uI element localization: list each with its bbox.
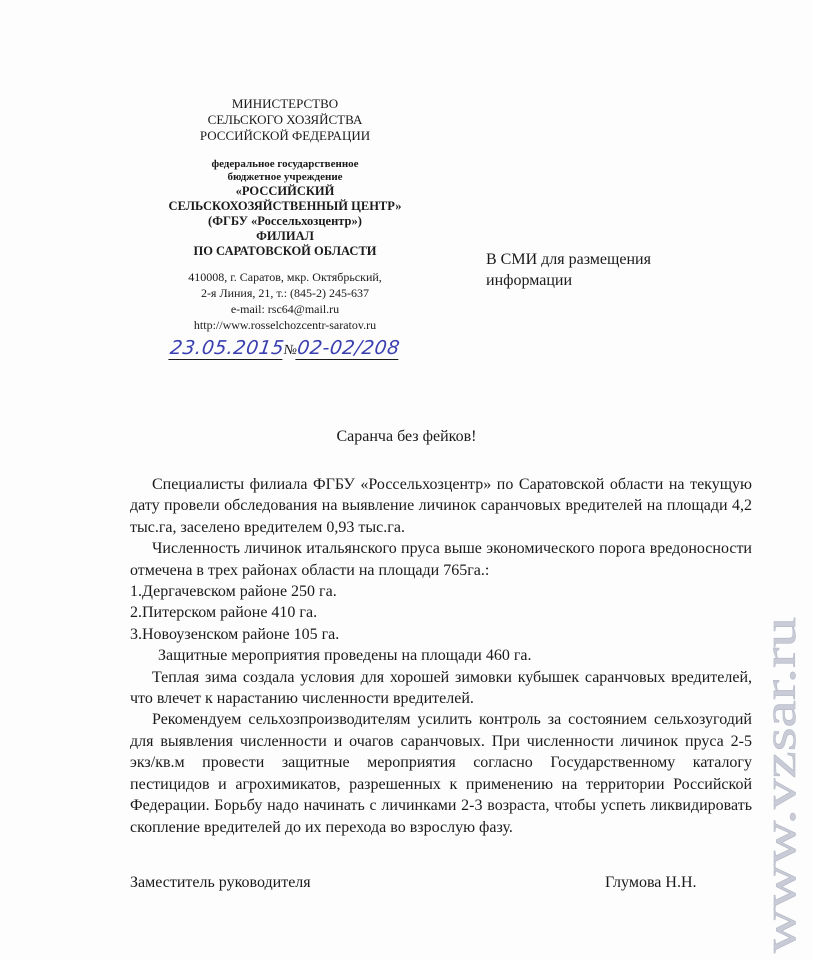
ministry-line: РОССИЙСКОЙ ФЕДЕРАЦИИ (199, 128, 371, 143)
org-line: федеральное государственное (211, 158, 359, 170)
paragraph: Специалисты филиала ФГБУ «Россельхозцентр» по Саратовской области на текущую дату провели обследования на выявление личинок саранчовых вредителей на площади 4,2 тыс.га, заселено вредителем 0,93 тыс.га. (130, 476, 752, 536)
address-line: 410008, г. Саратов, мкр. Октябрьский, (188, 270, 382, 284)
org-address (150, 269, 420, 333)
signatory-position: Заместитель руководителя (130, 874, 311, 891)
reg-date: 23.05.2015 (168, 337, 286, 359)
list-item: 1.Дергачевском районе 250 га. (130, 583, 337, 601)
letterhead (150, 96, 420, 359)
paragraph: Теплая зима создала условия для хорошей зимовки кубышек саранчовых вредителей, что влечет к нарастанию численности вредителей. (130, 668, 752, 708)
watermark-text: www.vzsar.ru (754, 700, 805, 953)
org-line: ПО САРАТОВСКОЙ ОБЛАСТИ (193, 244, 377, 258)
org-line: бюджетное учреждение (227, 171, 343, 183)
list-item: 3.Новоузенском районе 105 га. (130, 625, 340, 643)
recipient-line: В СМИ для размещения (486, 251, 651, 268)
watermark-graphic (755, 615, 807, 955)
site-watermark (755, 615, 807, 955)
org-line: СЕЛЬСКОХОЗЯЙСТВЕННЫЙ ЦЕНТР» (168, 199, 402, 213)
website-line: http://www.rosselchozcentr-saratov.ru (193, 318, 377, 332)
org-line: (ФГБУ «Россельхозцентр») (208, 214, 362, 228)
document-title: Саранча без фейков! (336, 428, 477, 445)
address-line: 2-я Линия, 21, т.: (845-2) 245-637 (200, 286, 370, 300)
email-line: e-mail: rsc64@mail.ru (230, 302, 340, 316)
signatory-name: Глумова Н.Н. (605, 874, 697, 891)
document-body (130, 474, 752, 838)
ministry-line: СЕЛЬСКОГО ХОЗЯЙСТВА (207, 112, 363, 127)
list-item: 2.Питерском районе 410 га. (130, 604, 318, 622)
ministry-line: МИНИСТЕРСТВО (231, 96, 339, 111)
registration-number (148, 337, 421, 359)
organization-name (150, 158, 420, 259)
recipient (486, 249, 746, 291)
reg-no-label: № (282, 343, 299, 358)
reg-number: 02-02/208 (295, 337, 402, 359)
ministry-name (150, 96, 420, 144)
paragraph: Рекомендуем сельхозпроизводителям усилить контроль за состоянием сельхозугодий для выявления численности и очагов саранчовых. При численности личинок пруса 2-5 экз/кв.м провести защитные мероприятия согласно Государственному каталогу пестицидов и агрохимикатов, разрешенных к применению на территории Российской Федерации. Борьбу надо начинать с личинками 2-3 возраста, чтобы успеть ликвидировать скопление вредителей до их перехода во взрослую фазу. (130, 711, 752, 836)
paragraph: Защитные мероприятия проведены на площади 460 га. (158, 647, 532, 665)
org-line: «РОССИЙСКИЙ (235, 184, 335, 198)
org-line: ФИЛИАЛ (256, 229, 314, 243)
paragraph: Численность личинок итальянского пруса выше экономического порога вредоносности отмечена в трех районах области на площади 765га.: (130, 540, 752, 579)
recipient-line: информации (486, 272, 573, 289)
